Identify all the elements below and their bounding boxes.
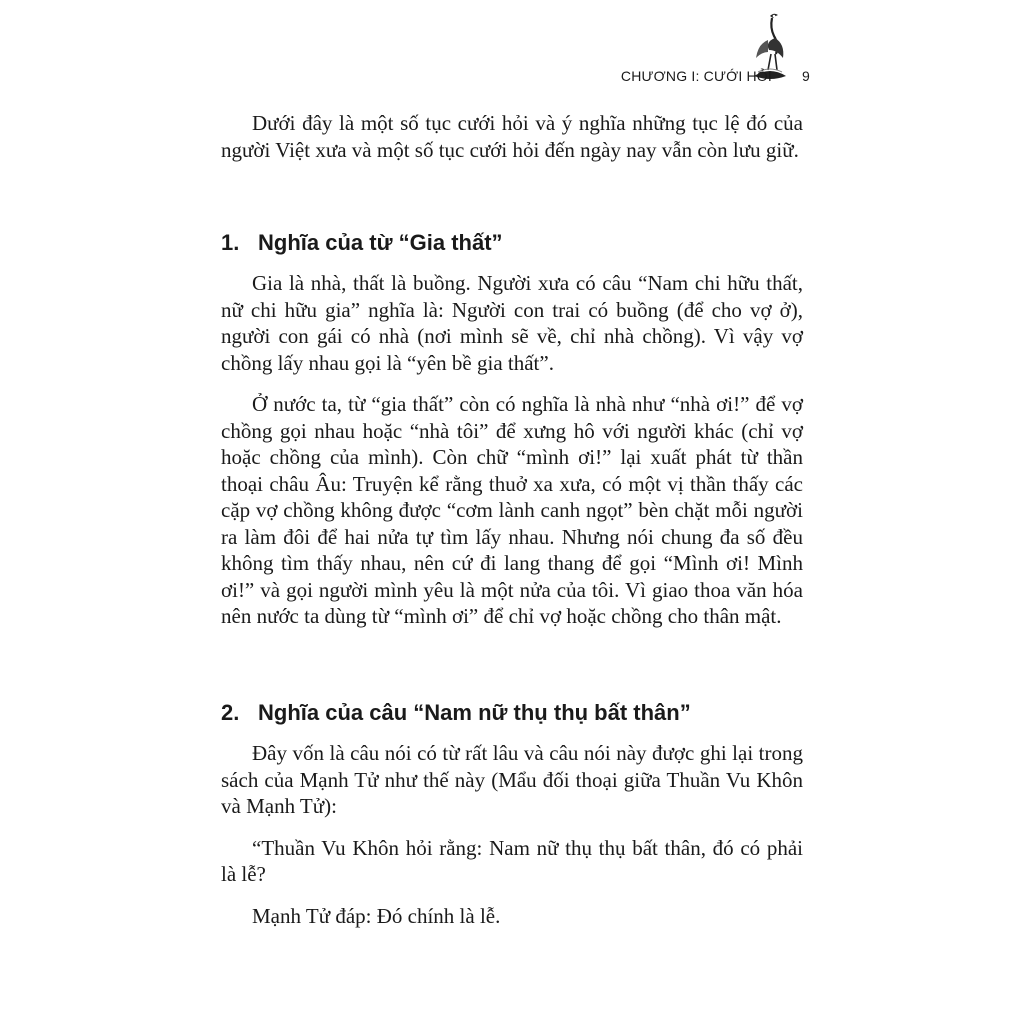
paragraph: Gia là nhà, thất là buồng. Người xưa có câu “Nam chi hữu thất, nữ chi hữu gia” nghĩa là: Người con trai có buồng (để cho vợ ở), người con gái có nhà (nơi mình sẽ về, chỉ nhà chồng). Vì vậy vợ chồng lấy nhau gọi là “yên bề gia thất”. <box>221 271 803 375</box>
section-2-body <box>221 740 803 944</box>
section-title: Nghĩa của từ “Gia thất” <box>258 230 503 255</box>
section-number: 1. <box>221 230 240 255</box>
section-1-heading <box>221 230 503 256</box>
intro-block <box>221 110 803 178</box>
paragraph: Mạnh Tử đáp: Đó chính là lễ. <box>252 903 501 928</box>
section-2-heading <box>221 700 691 726</box>
section-title: Nghĩa của câu “Nam nữ thụ thụ bất thân” <box>258 700 691 725</box>
chapter-title: CHƯƠNG I: CƯỚI HỎI <box>620 68 772 84</box>
page-number: 9 <box>802 68 810 84</box>
section-1-body <box>221 270 803 645</box>
running-header <box>560 64 810 88</box>
paragraph: Ở nước ta, từ “gia thất” còn có nghĩa là nhà như “nhà ơi!” để vợ chồng gọi nhau hoặc “nhà tôi” để xưng hô với người khác (chỉ vợ hoặc chồng của mình). Còn chữ “mình ơi!” lại xuất phát từ thần thoại châu Âu: Truyện kể rằng thuở xa xưa, có một vị thần thấy các cặp vợ chồng không được “cơm lành canh ngọt” bèn chặt mỗi người ra làm đôi để hai nửa tự tìm lấy nhau. Nhưng nói chung đa số đều không tìm thấy nhau, nên cứ đi lang thang để gọi “Mình ơi! Mình ơi!” và gọi người mình yêu là một nửa của tôi. Vì giao thoa văn hóa nên nước ta dùng từ “mình ơi” để chỉ vợ hoặc chồng cho thân mật. <box>221 392 803 628</box>
paragraph: “Thuần Vu Khôn hỏi rằng: Nam nữ thụ thụ bất thân, đó có phải là lễ? <box>221 835 803 886</box>
paragraph: Đây vốn là câu nói có từ rất lâu và câu nói này được ghi lại trong sách của Mạnh Tử như thế này (Mẩu đối thoại giữa Thuần Vu Khôn và Mạnh Tử): <box>221 741 803 818</box>
intro-paragraph: Dưới đây là một số tục cưới hỏi và ý nghĩa những tục lệ đó của người Việt xưa và một số tục cưới hỏi đến ngày nay vẫn còn lưu giữ. <box>221 111 803 162</box>
section-number: 2. <box>221 700 240 725</box>
